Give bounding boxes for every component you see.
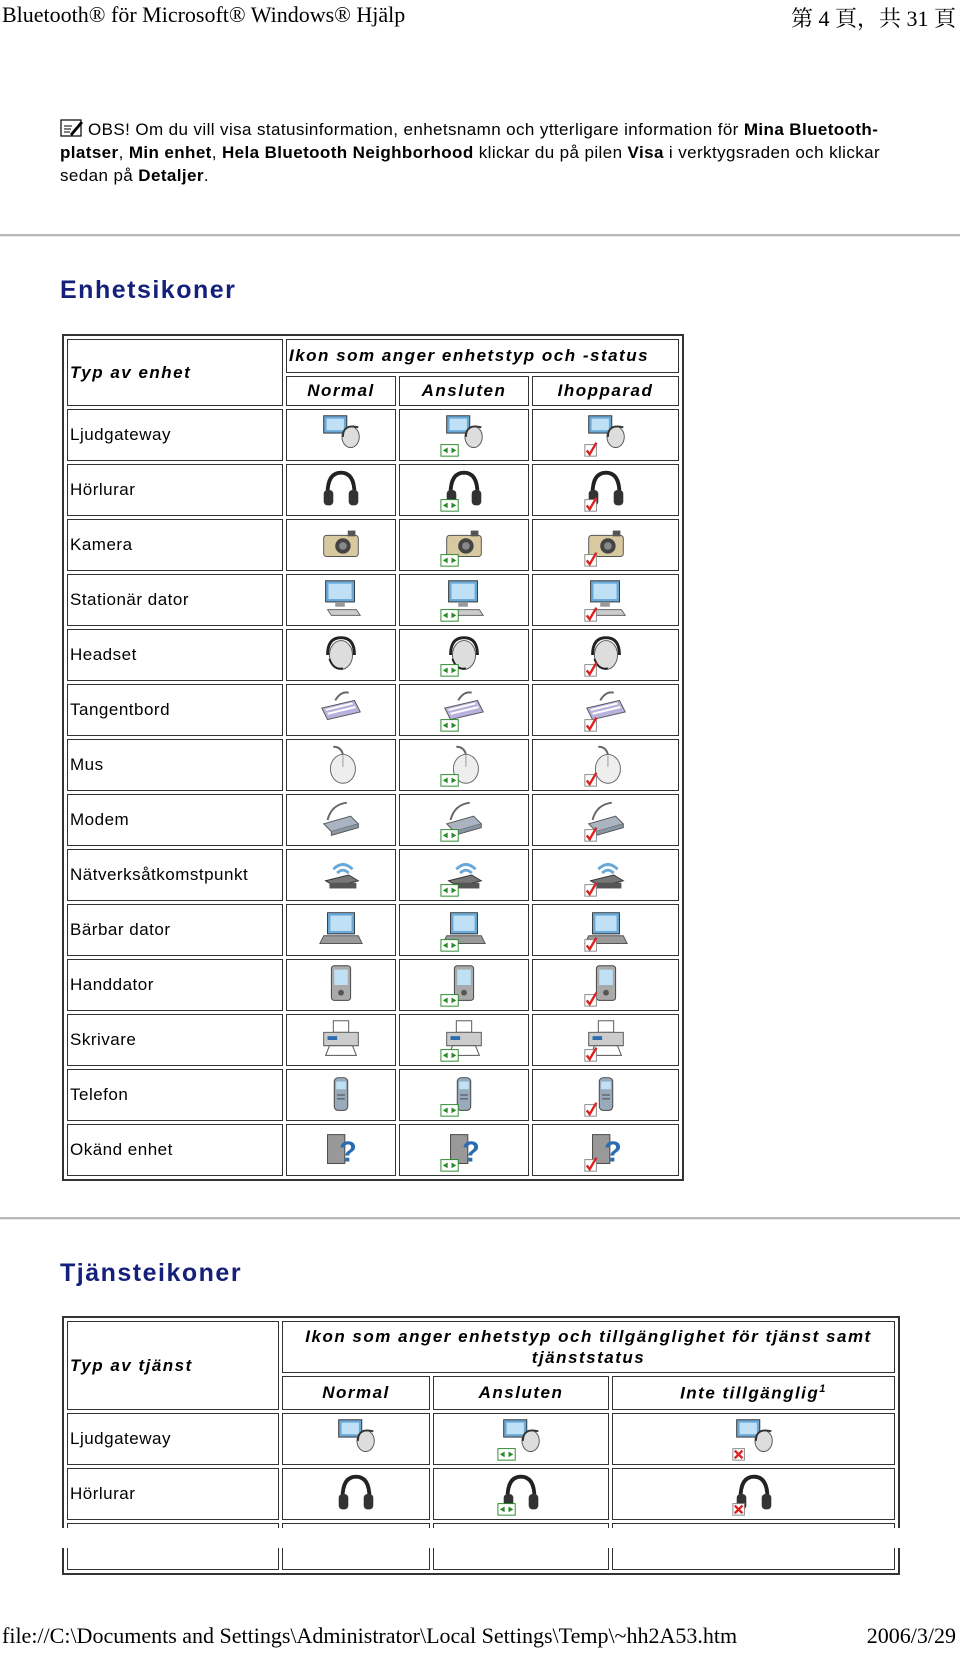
- keyboard-normal-icon: [316, 685, 366, 735]
- divider: [0, 234, 960, 237]
- table-row: [67, 519, 679, 571]
- icon-cell: [399, 519, 529, 571]
- row-label: Mus: [67, 739, 283, 791]
- table-row: [67, 1014, 679, 1066]
- icon-cell: [532, 1124, 679, 1176]
- icon-cell: [286, 684, 396, 736]
- col-normal: Normal: [282, 1376, 430, 1410]
- icon-cell: [286, 464, 396, 516]
- icon-cell: [532, 629, 679, 681]
- headphones-normal-icon: [316, 465, 366, 515]
- icon-cell: [399, 464, 529, 516]
- row-label: Okänd enhet: [67, 1124, 283, 1176]
- keyboard-connected-icon: [439, 685, 489, 735]
- row-label: Tangentbord: [67, 684, 283, 736]
- table-row: [67, 849, 679, 901]
- note-bold-1: Mina Bluetooth-platser: [60, 120, 879, 162]
- service-type-header: Typ av tjänst: [67, 1321, 279, 1410]
- icon-cell: [286, 904, 396, 956]
- audio-gateway-connected-icon: [496, 1414, 546, 1464]
- headphones-paired-icon: [581, 465, 631, 515]
- audio-gateway-normal-icon: [316, 410, 366, 460]
- note-bold-3: Hela Bluetooth Neighborhood: [222, 143, 474, 162]
- note-bold-5: Detaljer: [138, 166, 204, 185]
- icon-cell: [532, 519, 679, 571]
- icon-cell: [282, 1468, 430, 1520]
- page-footer: [0, 1620, 960, 1652]
- icon-cell: [399, 629, 529, 681]
- headphones-connected-icon: [496, 1469, 546, 1519]
- audio-gateway-normal-icon: [331, 1414, 381, 1464]
- table-row: [67, 1468, 895, 1520]
- icon-cell: [286, 849, 396, 901]
- headset-normal-icon: [316, 630, 366, 680]
- svg-text:?: ?: [462, 1136, 481, 1169]
- access-point-normal-icon: [316, 850, 366, 900]
- access-point-connected-icon: [439, 850, 489, 900]
- service-icons-header: Ikon som anger enhetstyp och tillgänglighet för tjänst samt tjänststatus: [282, 1321, 895, 1373]
- icon-cell: [286, 794, 396, 846]
- header-page-number: 第 4 頁，共 31 頁: [790, 6, 956, 31]
- icon-cell: [399, 794, 529, 846]
- mouse-normal-icon: [316, 740, 366, 790]
- table-row: [67, 629, 679, 681]
- headphones-connected-icon: [439, 465, 489, 515]
- svg-text:?: ?: [339, 1136, 358, 1169]
- unknown-paired-icon: [581, 1125, 631, 1175]
- col-unavailable-label: Inte tillgänglig: [680, 1383, 820, 1403]
- printer-normal-icon: [316, 1015, 366, 1065]
- table-row: [67, 684, 679, 736]
- icon-cell: [399, 849, 529, 901]
- device-icons-table: [62, 334, 684, 1181]
- camera-connected-icon: [439, 520, 489, 570]
- col-connected: Ansluten: [399, 376, 529, 406]
- table-row: [67, 409, 679, 461]
- table-row: [67, 1124, 679, 1176]
- footer-date: 2006/3/29: [866, 1623, 956, 1648]
- icon-cell: [532, 684, 679, 736]
- printer-connected-icon: [439, 1015, 489, 1065]
- row-label: Stationär dator: [67, 574, 283, 626]
- page-header: [0, 0, 960, 32]
- laptop-paired-icon: [581, 905, 631, 955]
- row-label: Hörlurar: [67, 464, 283, 516]
- service-icons-heading: Tjänsteikoner: [60, 1259, 243, 1287]
- icon-cell: [433, 1468, 609, 1520]
- phone-paired-icon: [581, 1070, 631, 1120]
- icon-cell: [286, 629, 396, 681]
- header-title: Bluetooth® för Microsoft® Windows® Hjälp: [2, 2, 406, 27]
- row-label: Nätverksåtkomstpunkt: [67, 849, 283, 901]
- note-bold-2: Min enhet: [128, 143, 212, 162]
- icon-cell: [532, 409, 679, 461]
- modem-paired-icon: [581, 795, 631, 845]
- modem-normal-icon: [316, 795, 366, 845]
- footnote-marker: 1: [819, 1382, 827, 1395]
- note-sep-3: klickar du på pilen: [473, 143, 628, 162]
- access-point-paired-icon: [581, 850, 631, 900]
- note-sep-4: i verktygsraden och klickar sedan på: [60, 143, 881, 185]
- col-paired: Ihopparad: [532, 376, 679, 406]
- camera-normal-icon: [316, 520, 366, 570]
- keyboard-paired-icon: [581, 685, 631, 735]
- device-type-header: Typ av enhet: [67, 339, 283, 406]
- audio-gateway-unavailable-icon: [729, 1414, 779, 1464]
- laptop-connected-icon: [439, 905, 489, 955]
- col-unavailable: [612, 1376, 895, 1410]
- note-sep-5: .: [203, 166, 209, 185]
- row-label: Telefon: [67, 1069, 283, 1121]
- icon-cell: [399, 904, 529, 956]
- laptop-normal-icon: [316, 905, 366, 955]
- headphones-unavailable-icon: [729, 1469, 779, 1519]
- mouse-paired-icon: [581, 740, 631, 790]
- note-paragraph: [60, 118, 920, 187]
- icon-cell: [286, 959, 396, 1011]
- note-text: OBS! Om du vill visa statusinformation, enhetsnamn och ytterligare information för: [88, 120, 744, 139]
- row-label: Bärbar dator: [67, 904, 283, 956]
- row-label: Kamera: [67, 519, 283, 571]
- icon-cell: [532, 464, 679, 516]
- icon-cell: [532, 959, 679, 1011]
- phone-connected-icon: [439, 1070, 489, 1120]
- table-row: [67, 739, 679, 791]
- icon-cell: [399, 1124, 529, 1176]
- table-row: [67, 464, 679, 516]
- row-label: Ljudgateway: [67, 1413, 279, 1465]
- icon-cell: [282, 1413, 430, 1465]
- icon-cell: [399, 1069, 529, 1121]
- icon-cell: [399, 1014, 529, 1066]
- icon-cell: [286, 1124, 396, 1176]
- pda-paired-icon: [581, 960, 631, 1010]
- icon-cell: [286, 519, 396, 571]
- phone-normal-icon: [316, 1070, 366, 1120]
- audio-gateway-connected-icon: [439, 410, 489, 460]
- table-row: [67, 794, 679, 846]
- headphones-normal-icon: [331, 1469, 381, 1519]
- table-row: [67, 1069, 679, 1121]
- icon-cell: [532, 904, 679, 956]
- row-label: Hörlurar: [67, 1468, 279, 1520]
- icon-cell: [399, 959, 529, 1011]
- icon-cell: [532, 1014, 679, 1066]
- headset-paired-icon: [581, 630, 631, 680]
- icon-cell: [399, 574, 529, 626]
- icon-cell: [612, 1413, 895, 1465]
- device-icons-header: Ikon som anger enhetstyp och -status: [286, 339, 679, 373]
- desktop-paired-icon: [581, 575, 631, 625]
- unknown-normal-icon: [316, 1125, 366, 1175]
- desktop-connected-icon: [439, 575, 489, 625]
- desktop-normal-icon: [316, 575, 366, 625]
- icon-cell: [286, 409, 396, 461]
- headset-connected-icon: [439, 630, 489, 680]
- col-normal: Normal: [286, 376, 396, 406]
- row-label: Headset: [67, 629, 283, 681]
- icon-cell: [399, 684, 529, 736]
- mouse-connected-icon: [439, 740, 489, 790]
- pda-normal-icon: [316, 960, 366, 1010]
- note-bold-4: Visa: [627, 143, 664, 162]
- table-cutoff: [60, 1528, 900, 1548]
- icon-cell: [532, 574, 679, 626]
- audio-gateway-paired-icon: [581, 410, 631, 460]
- note-sep-1: ,: [118, 143, 129, 162]
- icon-cell: [286, 1069, 396, 1121]
- icon-cell: [532, 794, 679, 846]
- table-row: [67, 1413, 895, 1465]
- svg-text:?: ?: [603, 1136, 622, 1169]
- note-sep-2: ,: [211, 143, 222, 162]
- icon-cell: [286, 739, 396, 791]
- note-pencil-icon: [60, 118, 84, 138]
- pda-connected-icon: [439, 960, 489, 1010]
- icon-cell: [433, 1413, 609, 1465]
- table-row: [67, 904, 679, 956]
- row-label: Skrivare: [67, 1014, 283, 1066]
- row-label: Modem: [67, 794, 283, 846]
- table-row: [67, 574, 679, 626]
- row-label: Handdator: [67, 959, 283, 1011]
- col-connected: Ansluten: [433, 1376, 609, 1410]
- icon-cell: [286, 1014, 396, 1066]
- printer-paired-icon: [581, 1015, 631, 1065]
- modem-connected-icon: [439, 795, 489, 845]
- icon-cell: [399, 409, 529, 461]
- icon-cell: [612, 1468, 895, 1520]
- footer-path: file://C:\Documents and Settings\Administrator\Local Settings\Temp\~hh2A53.htm: [2, 1623, 738, 1648]
- divider: [0, 1217, 960, 1220]
- icon-cell: [532, 739, 679, 791]
- device-icons-heading: Enhetsikoner: [60, 276, 237, 304]
- icon-cell: [399, 739, 529, 791]
- camera-paired-icon: [581, 520, 631, 570]
- icon-cell: [532, 1069, 679, 1121]
- icon-cell: [286, 574, 396, 626]
- icon-cell: [532, 849, 679, 901]
- unknown-connected-icon: [439, 1125, 489, 1175]
- table-row: [67, 959, 679, 1011]
- row-label: Ljudgateway: [67, 409, 283, 461]
